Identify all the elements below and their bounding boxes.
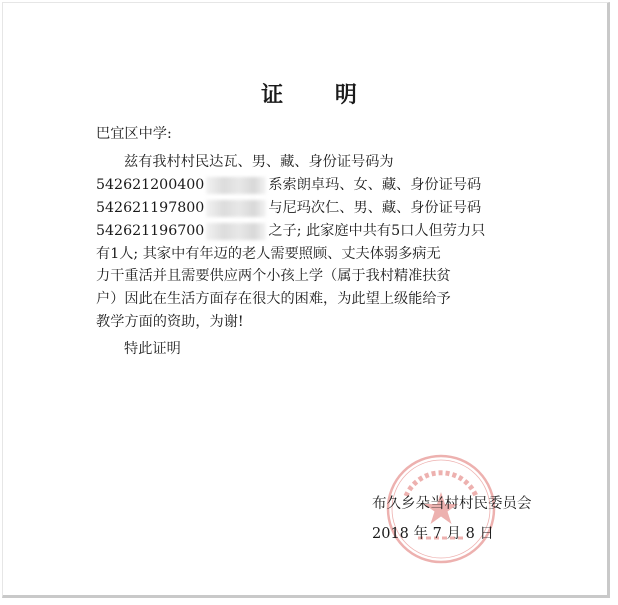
issue-date: 2018 年 7 月 8 日 [372,526,494,542]
salutation: 巴宜区中学: [96,126,172,142]
redaction-blur [206,223,266,240]
redaction-blur [206,200,266,217]
body-text: 与尼玛次仁、男、藏、身份证号码 [268,200,482,216]
issuing-organization: 布久乡朵当村村民委员会 [372,496,532,512]
body-text: 之子; 此家庭中共有5口人但劳力只 [268,223,486,239]
body-line: 力干重活并且需要供应两个小孩上学（属于我村精准扶贫 [96,268,451,284]
body-line [96,221,485,241]
body-line: 兹有我村村民达瓦、男、藏、身份证号码为 [124,154,394,170]
body-line: 户）因此在生活方面存在很大的困难，为此望上级能给予 [96,291,451,307]
body-line: 有1人; 其家中有年迈的老人需要照顾、丈夫体弱多病无 [96,246,441,262]
document-title: 证 明 [261,82,379,108]
redaction-blur [206,177,266,194]
closing-remark: 特此证明 [124,341,181,357]
body-line: 教学方面的资助，为谢! [96,314,244,330]
id-number-prefix: 542621197800 [96,200,205,216]
body-text: 系索朗卓玛、女、藏、身份证号码 [268,177,482,193]
id-number-prefix: 542621196700 [96,223,205,239]
body-line [96,198,481,218]
id-number-prefix: 542621200400 [96,177,205,193]
body-line [96,175,481,195]
